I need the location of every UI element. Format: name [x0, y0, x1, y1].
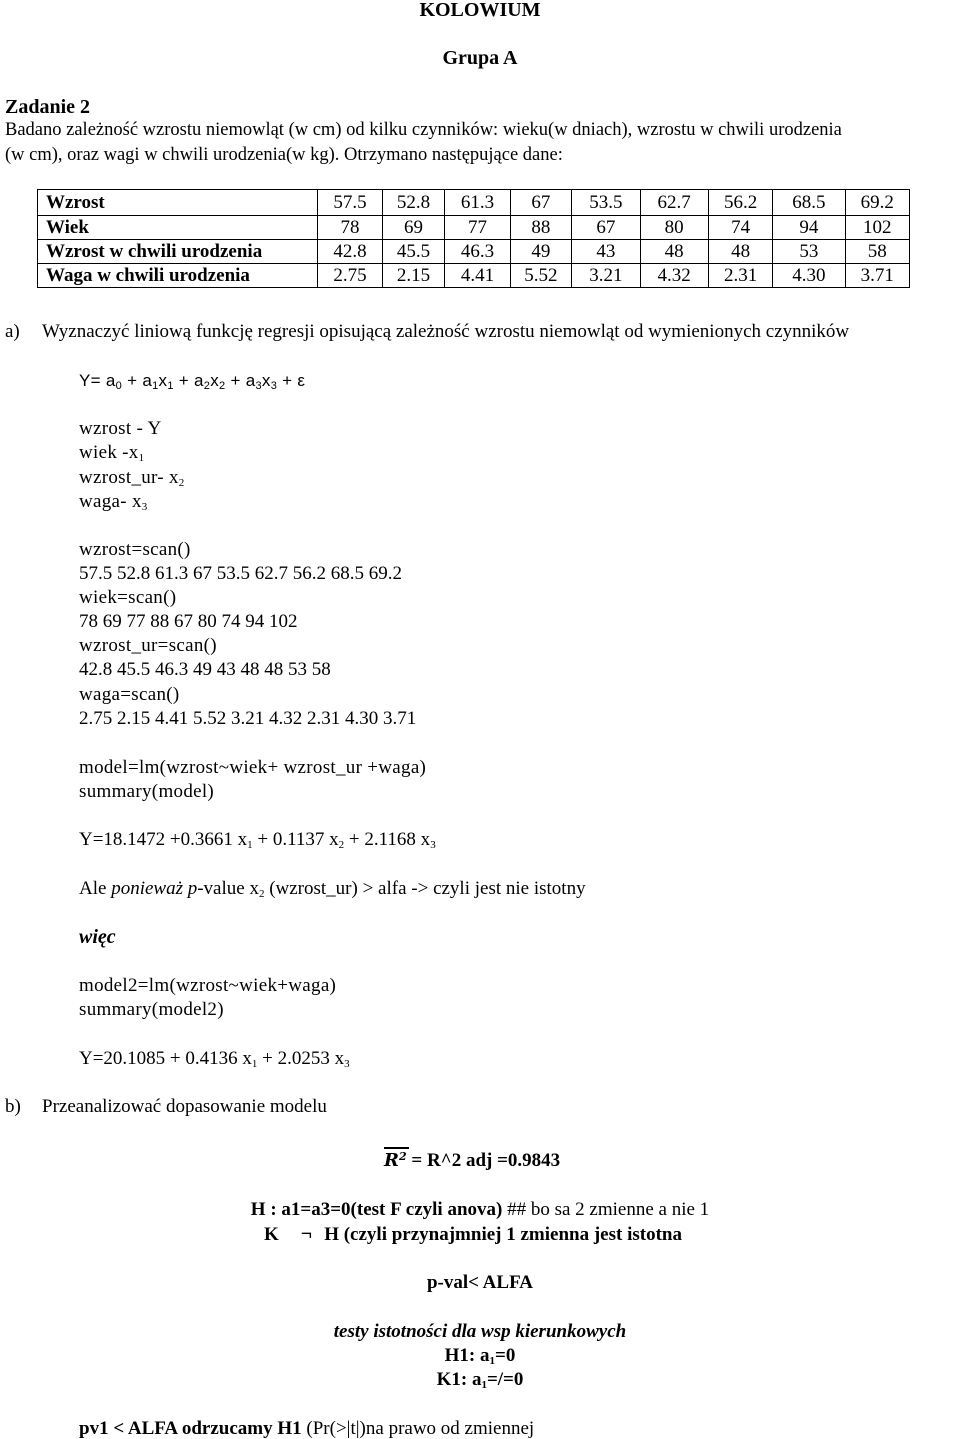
table-cell: 48: [708, 240, 772, 264]
hypothesis-h: H : a1=a3=0(test F czyli anova) ## bo sa 2 zmienne a nie 1: [250, 1199, 710, 1220]
regression-result-1: Y=18.1472 +0.3661 $x_1 + 0.1137$ $x_2 + 2.1168$ $x_3$: [79, 829, 436, 851]
data-table: [37, 189, 910, 288]
summary2-call: summary(model2): [79, 999, 224, 1020]
task-heading: Zadanie 2: [5, 96, 91, 118]
table-cell: 58: [845, 240, 909, 264]
table-cell: 69.2: [845, 190, 909, 216]
table-row: [38, 216, 910, 240]
table-cell: 4.41: [445, 264, 510, 288]
task-intro-line2: (w cm), oraz wagi w chwili urodzenia(w kg). Otrzymano następujące dane:: [5, 145, 563, 165]
table-cell: 102: [845, 216, 909, 240]
table-cell: 4.30: [773, 264, 845, 288]
table-cell: 4.32: [640, 264, 708, 288]
code-wzrost: wzrost=scan(): [79, 539, 191, 560]
table-cell: 3.21: [572, 264, 640, 288]
r2-bar-symbol: $R^2$: [384, 1150, 407, 1171]
model-equation: $Y= a_0 + a_1x_1 + a_2x_2 + a_3x_3 + \varepsilon$: [79, 371, 306, 392]
model2-call: model2=lm(wzrost~wiek+waga): [79, 975, 337, 996]
table-row: [38, 190, 910, 216]
part-b-marker: b): [5, 1096, 21, 1117]
table-cell: 88: [510, 216, 572, 240]
table-cell: 67: [510, 190, 572, 216]
significance-note: Ale ponieważ p-value $x_2$ (wzrost_ur) > alfa -> czyli jest nie istotny: [79, 878, 586, 900]
vals-wzrost: 57.5 52.8 61.3 67 53.5 62.7 56.2 68.5 69.2: [79, 563, 402, 584]
pval-rule: p-val< ALFA: [426, 1272, 533, 1293]
table-cell: 42.8: [318, 240, 382, 264]
table-cell: 2.15: [382, 264, 444, 288]
table-cell: 49: [510, 240, 572, 264]
code-wiek: wiek=scan(): [79, 587, 177, 608]
regression-result-2: Y=20.1085 + 0.4136 $x_1 + 2.0253$ $x_3$: [79, 1048, 350, 1070]
table-cell: 61.3: [445, 190, 510, 216]
group-label: Grupa A: [442, 47, 518, 69]
table-cell: 56.2: [708, 190, 772, 216]
table-row: [38, 240, 910, 264]
table-cell: 53.5: [572, 190, 640, 216]
table-cell: 80: [640, 216, 708, 240]
table-cell: 68.5: [773, 190, 845, 216]
task-intro-line1: Badano zależność wzrostu niemowląt (w cm) od kilku czynników: wieku(w dniach), wzrostu w chwili urodzenia: [5, 120, 842, 140]
model1-call: model=lm(wzrost~wiek+ wzrost_ur +waga): [79, 757, 427, 778]
table-cell: 57.5: [318, 190, 382, 216]
var-x2: wzrost_ur- $x_2$: [79, 467, 185, 489]
pv1-rule: pv1 < ALFA odrzucamy H1 (Pr(>|t|)na prawo od zmiennej: [79, 1418, 535, 1439]
hypothesis-k: K ¬ H (czyli przynajmniej 1 zmienna jest istotna: [264, 1223, 682, 1245]
table-cell: 94: [773, 216, 845, 240]
table-cell: 46.3: [445, 240, 510, 264]
table-cell: 62.7: [640, 190, 708, 216]
table-cell: 2.31: [708, 264, 772, 288]
table-cell: 5.52: [510, 264, 572, 288]
table-row: [38, 264, 910, 288]
vals-wzrost-ur: 42.8 45.5 46.3 49 43 48 48 53 58: [79, 659, 331, 680]
table-cell: 78: [318, 216, 382, 240]
table-cell: 48: [640, 240, 708, 264]
var-x3: waga- $x_3$: [79, 491, 148, 513]
row-label: Wzrost w chwili urodzenia: [38, 240, 318, 264]
table-cell: 69: [382, 216, 444, 240]
table-cell: 2.75: [318, 264, 382, 288]
vals-wiek: 78 69 77 88 67 80 74 94 102: [79, 611, 298, 632]
var-y: wzrost - Y: [79, 418, 162, 439]
part-b-text: Przeanalizować dopasowanie modelu: [42, 1096, 327, 1117]
var-x1: wiek $-x_1$: [79, 442, 145, 464]
table-cell: 45.5: [382, 240, 444, 264]
document-title: KOLOWIUM: [419, 0, 541, 21]
wiec-label: więc: [79, 926, 116, 948]
table-cell: 43: [572, 240, 640, 264]
part-a-marker: a): [5, 321, 20, 342]
vals-waga: 2.75 2.15 4.41 5.52 3.21 4.32 2.31 4.30 3.71: [79, 708, 417, 729]
table-cell: 3.71: [845, 264, 909, 288]
part-a-text: Wyznaczyć liniową funkcję regresji opisującą zależność wzrostu niemowląt od wymienionych czynników: [42, 321, 850, 342]
table-cell: 52.8: [382, 190, 444, 216]
hypothesis-k1: K1: $a_1=/=0$: [436, 1369, 524, 1391]
table-cell: 74: [708, 216, 772, 240]
tests-heading: testy istotności dla wsp kierunkowych: [333, 1321, 627, 1342]
code-wzrost-ur: wzrost_ur=scan(): [79, 635, 217, 656]
code-waga: waga=scan(): [79, 684, 180, 705]
table-cell: 77: [445, 216, 510, 240]
row-label: Wiek: [38, 216, 318, 240]
hypothesis-h1: H1: $a_1=0$: [444, 1345, 516, 1367]
row-label: Waga w chwili urodzenia: [38, 264, 318, 288]
table-cell: 53: [773, 240, 845, 264]
row-label: Wzrost: [38, 190, 318, 216]
r2-adj-line: $R^2$ = R^2 adj =0.9843: [384, 1150, 561, 1171]
summary1-call: summary(model): [79, 781, 215, 802]
table-cell: 67: [572, 216, 640, 240]
